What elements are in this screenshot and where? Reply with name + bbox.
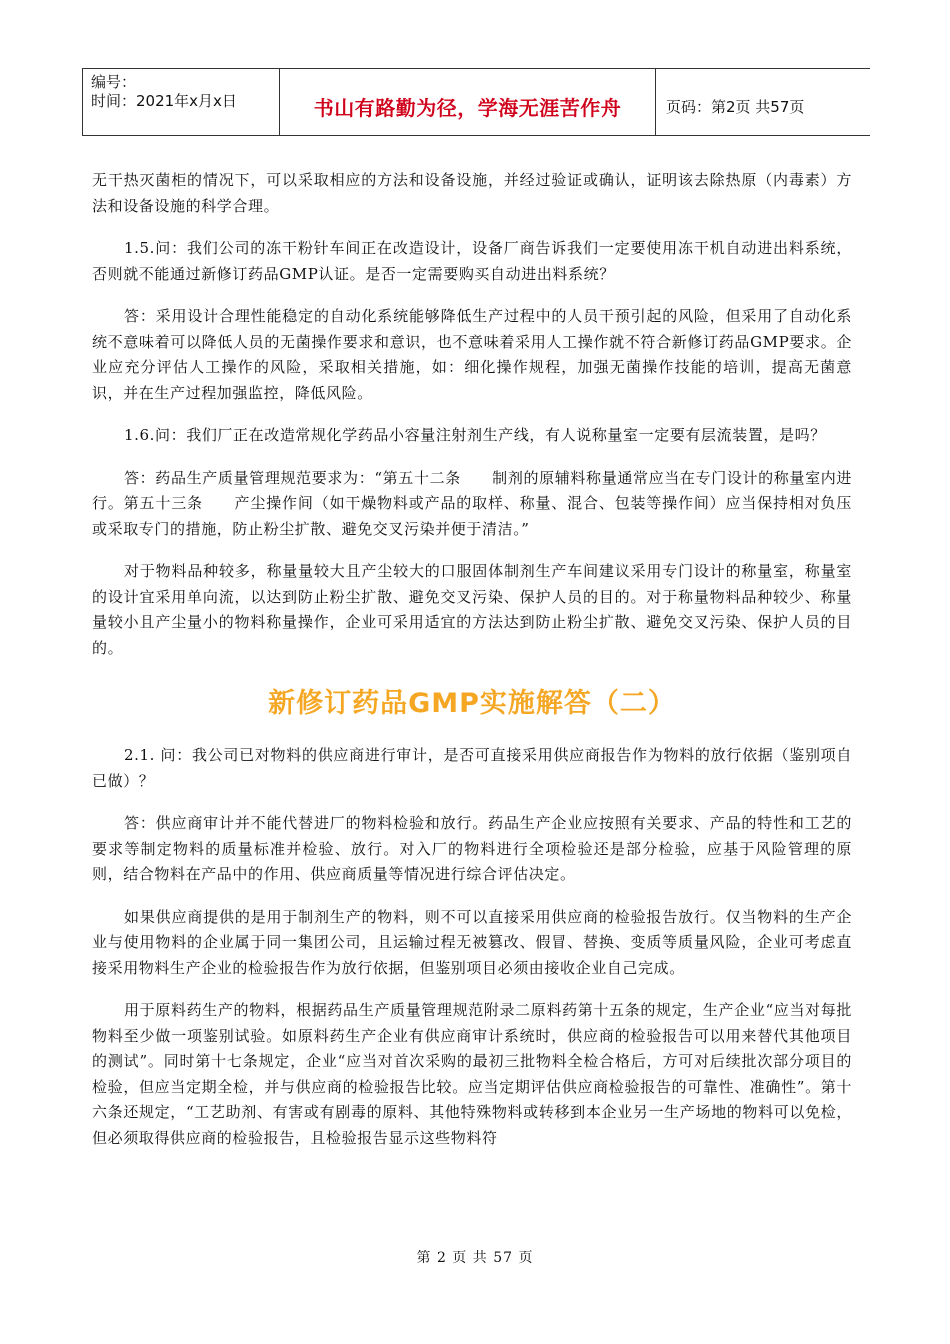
header-motto: 书山有路勤为径，学海无涯苦作舟 <box>280 69 656 135</box>
question-paragraph: 2.1. 问：我公司已对物料的供应商进行审计，是否可直接采用供应商报告作为物料的放行依据（鉴别项自已做）？ <box>92 746 852 790</box>
page-footer: 第 2 页 共 57 页 <box>416 1250 534 1266</box>
document-number-label: 编号： <box>91 73 137 91</box>
answer-paragraph: 答：采用设计合理性能稳定的自动化系统能够降低生产过程中的人员干预引起的风险，但采用了自动化系统不意味着可以降低人员的无菌操作要求和意识，也不意味着采用人工操作就不符合新修订药品GMP要求。企业应充分评估人工操作的风险，采取相关措施，如：细化操作规程，加强无菌操作技能的培训，提高无菌意识，并在生产过程加强监控，降低风险。 <box>92 307 852 402</box>
header-meta <box>82 69 280 135</box>
paragraph: 对于物料品种较多，称量量较大且产尘较大的口服固体制剂生产车间建议采用专门设计的称量室，称量室的设计宜采用单向流，以达到防止粉尘扩散、避免交叉污染、保护人员的目的。对于称量物料品种较少、称量量较小且产尘量小的物料称量操作，企业可采用适宜的方法达到防止粉尘扩散、避免交叉污染、保护人员的目的。 <box>92 562 852 657</box>
page-header <box>82 68 870 136</box>
document-body <box>92 168 852 1168</box>
question-paragraph: 1.5.问：我们公司的冻干粉针车间正在改造设计，设备厂商告诉我们一定要使用冻干机自动进出料系统，否则就不能通过新修订药品GMP认证。是否一定需要购买自动进出料系统？ <box>92 239 852 283</box>
section-title: 新修订药品GMP实施解答（二） <box>268 688 676 719</box>
answer-paragraph: 答：供应商审计并不能代替进厂的物料检验和放行。药品生产企业应按照有关要求、产品的特性和工艺的要求等制定物料的质量标准并检验、放行。对入厂的物料进行全项检验还是部分检验，应基于风险管理的原则，结合物料在产品中的作用、供应商质量等情况进行综合评估决定。 <box>92 814 852 883</box>
answer-paragraph: 答：药品生产质量管理规范要求为：“第五十二条 制剂的原辅料称量通常应当在专门设计的称量室内进行。第五十三条 产尘操作间（如干燥物料或产品的取样、称量、混合、包装等操作间）应当保持相对负压或采取专门的措施，防止粉尘扩散、避免交叉污染并便于清洁。” <box>92 468 852 538</box>
question-paragraph: 1.6.问：我们厂正在改造常规化学药品小容量注射剂生产线，有人说称量室一定要有层流装置，是吗？ <box>124 426 826 444</box>
paragraph: 用于原料药生产的物料，根据药品生产质量管理规范附录二原料药第十五条的规定，生产企业“应当对每批物料至少做一项鉴别试验。如原料药生产企业有供应商审计系统时，供应商的检验报告可以用来替代其他项目的测试”。同时第十七条规定，企业“应当对首次采购的最初三批物料全检合格后，方可对后续批次部分项目的检验，但应当定期全检，并与供应商的检验报告比较。应当定期评估供应商检验报告的可靠性、准确性”。第十六条还规定，“工艺助剂、有害或有剧毒的原料、其他特殊物料或转移到本企业另一生产场地的物料可以免检，但必须取得供应商的检验报告，且检验报告显示这些物料符 <box>92 1001 852 1147</box>
header-page-number: 页码：第2页 共57页 <box>666 97 805 116</box>
document-time-label: 时间：2021年x月x日 <box>91 92 237 110</box>
paragraph: 无干热灭菌柜的情况下，可以采取相应的方法和设备设施，并经过验证或确认，证明该去除热原（内毒素）方法和设备设施的科学合理。 <box>92 171 852 215</box>
paragraph: 如果供应商提供的是用于制剂生产的物料，则不可以直接采用供应商的检验报告放行。仅当物料的生产企业与使用物料的企业属于同一集团公司，且运输过程无被篡改、假冒、替换、变质等质量风险，企业可考虑直接采用物料生产企业的检验报告作为放行依据，但鉴别项目必须由接收企业自己完成。 <box>92 907 852 977</box>
